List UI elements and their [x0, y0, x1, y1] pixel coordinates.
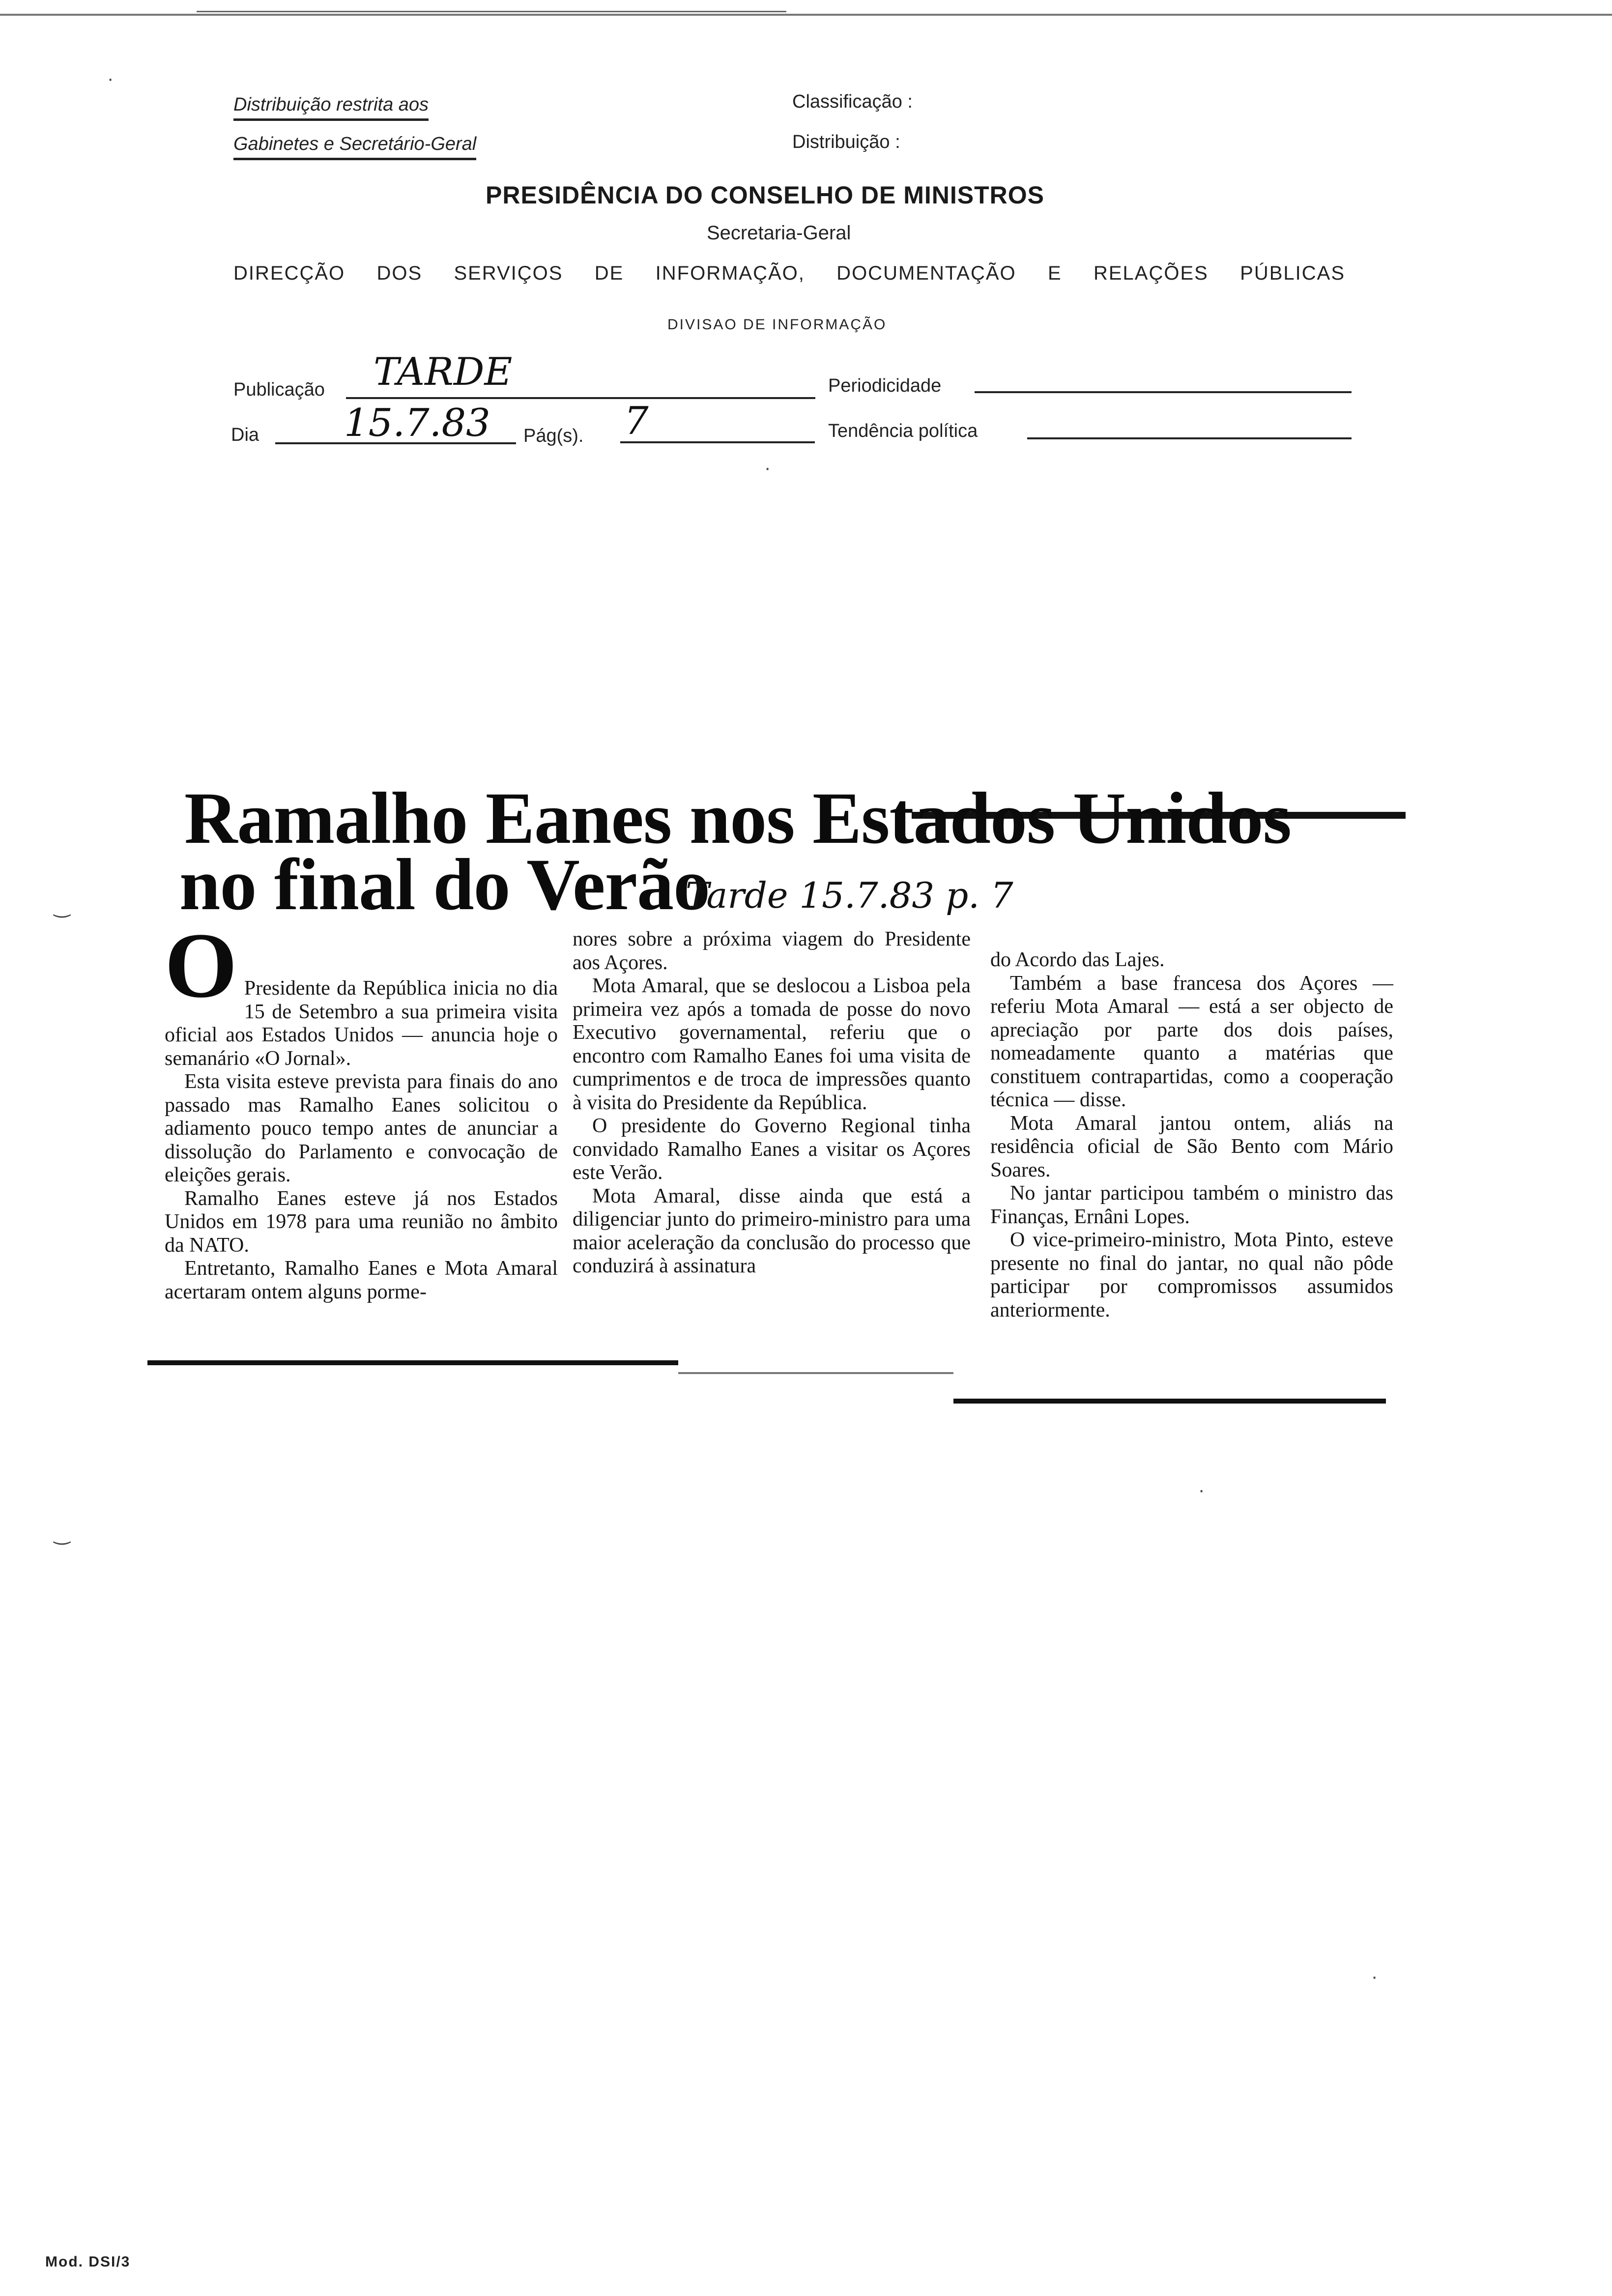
- article-paragraph: Entretanto, Ramalho Eanes e Mota Amaral acertaram ontem alguns porme-: [165, 1257, 558, 1303]
- article-column-3: [990, 948, 1393, 1322]
- scan-dot: ·: [107, 68, 114, 89]
- periodicidade-label: Periodicidade: [828, 375, 942, 396]
- pags-line: [620, 441, 815, 443]
- article-paragraph: Mota Amaral, que se deslocou a Lisboa pela primeira vez após a tomada de posse do novo Executivo governamental, referiu que o encontro com Ramalho Eanes foi uma visita de cumprimentos e de troca de impressões quanto à visita do Presidente da República.: [573, 975, 971, 1114]
- tendencia-label: Tendência política: [828, 421, 978, 441]
- article-paragraph: Esta visita esteve prevista para finais do ano passado mas Ramalho Eanes solicitou o adiamento pouco tempo antes de anunciar a dissolução do Parlamento e convocação de eleições gerais.: [165, 1070, 558, 1186]
- article-paragraph: do Acordo das Lajes.: [990, 948, 1165, 971]
- article-column-1: [165, 914, 558, 1304]
- scan-dot-2: ·: [764, 457, 771, 479]
- article-bottom-rule-left: [147, 1360, 678, 1365]
- pags-handwritten: 7: [624, 399, 649, 443]
- restricted-line-2: Gabinetes e Secretário-Geral: [233, 134, 476, 160]
- classificacao-label: Classificação :: [792, 91, 913, 112]
- page-subtitle: Secretaria-Geral: [707, 222, 851, 244]
- article-dropcap: O: [165, 914, 237, 1017]
- scan-top-rule-2: [197, 11, 786, 12]
- distribuicao-label: Distribuição :: [792, 132, 900, 152]
- publicacao-line: [346, 397, 815, 399]
- scan-top-rule: [0, 14, 1612, 16]
- article-headline-line-2: no final do Verão: [179, 844, 710, 925]
- article-paragraph: No jantar participou também o ministro das Finanças, Ernâni Lopes.: [990, 1182, 1393, 1228]
- dia-handwritten: 15.7.83: [344, 401, 490, 445]
- article-paragraph: Mota Amaral, disse ainda que está a diligenciar junto do primeiro-ministro para uma maior aceleração da conclusão do processo que conduzirá à assinatura: [573, 1184, 971, 1277]
- scan-dot-4: ·: [1371, 1966, 1378, 1987]
- tendencia-line: [1027, 437, 1352, 439]
- article-bottom-rule-mid: [678, 1372, 953, 1374]
- publicacao-label: Publicação: [233, 379, 325, 400]
- article-paragraph: nores sobre a próxima viagem do Presidente aos Açores.: [573, 928, 971, 974]
- article-paragraph: O vice-primeiro-ministro, Mota Pinto, esteve presente no final do jantar, no qual não pôde participar por compromissos assumidos anteriormente.: [990, 1229, 1393, 1321]
- restricted-line-1: Distribuição restrita aos: [233, 94, 429, 121]
- article-paragraph: O presidente do Governo Regional tinha convidado Ramalho Eanes a visitar os Açores este Verão.: [573, 1115, 971, 1184]
- direction-line: DIRECÇÃO DOS SERVIÇOS DE INFORMAÇÃO, DOCUMENTAÇÃO E RELAÇÕES PÚBLICAS: [233, 262, 1345, 284]
- article-paragraph: Presidente da República inicia no dia 15 de Setembro a sua primeira visita oficial aos Estados Unidos — anuncia hoje o semanário «O Jornal».: [165, 977, 558, 1070]
- publicacao-handwritten: TARDE: [374, 350, 513, 394]
- periodicidade-line: [975, 391, 1352, 393]
- pags-label: Pág(s).: [523, 426, 584, 446]
- scan-dot-3: ·: [1198, 1479, 1205, 1501]
- article-paragraph: Também a base francesa dos Açores — referiu Mota Amaral — está a ser objecto de apreciação por parte dos dois países, nomeadamente quanto a matérias que constituem contrapartidas, como a cooperação técnica — disse.: [990, 972, 1393, 1111]
- scan-mark-left-1: ‿: [54, 896, 70, 918]
- dia-label: Dia: [231, 425, 259, 445]
- article-paragraph: Mota Amaral jantou ontem, aliás na residência oficial de São Bento com Mário Soares.: [990, 1112, 1393, 1181]
- handwritten-reference: Tarde 15.7.83 p. 7: [686, 875, 1013, 916]
- article-headline-line-1: Ramalho Eanes nos Estados Unidos: [184, 777, 1291, 859]
- article-column-2: [573, 928, 971, 1278]
- footer-model-code: Mod. DSI/3: [45, 2254, 131, 2270]
- article-bottom-rule-right: [953, 1399, 1386, 1404]
- page-title: PRESIDÊNCIA DO CONSELHO DE MINISTROS: [486, 181, 1045, 209]
- article-paragraph: Ramalho Eanes esteve já nos Estados Unidos em 1978 para uma reunião no âmbito da NATO.: [165, 1187, 558, 1257]
- division-label: DIVISAO DE INFORMAÇÃO: [667, 316, 887, 333]
- scan-mark-left-2: ‿: [54, 1523, 70, 1545]
